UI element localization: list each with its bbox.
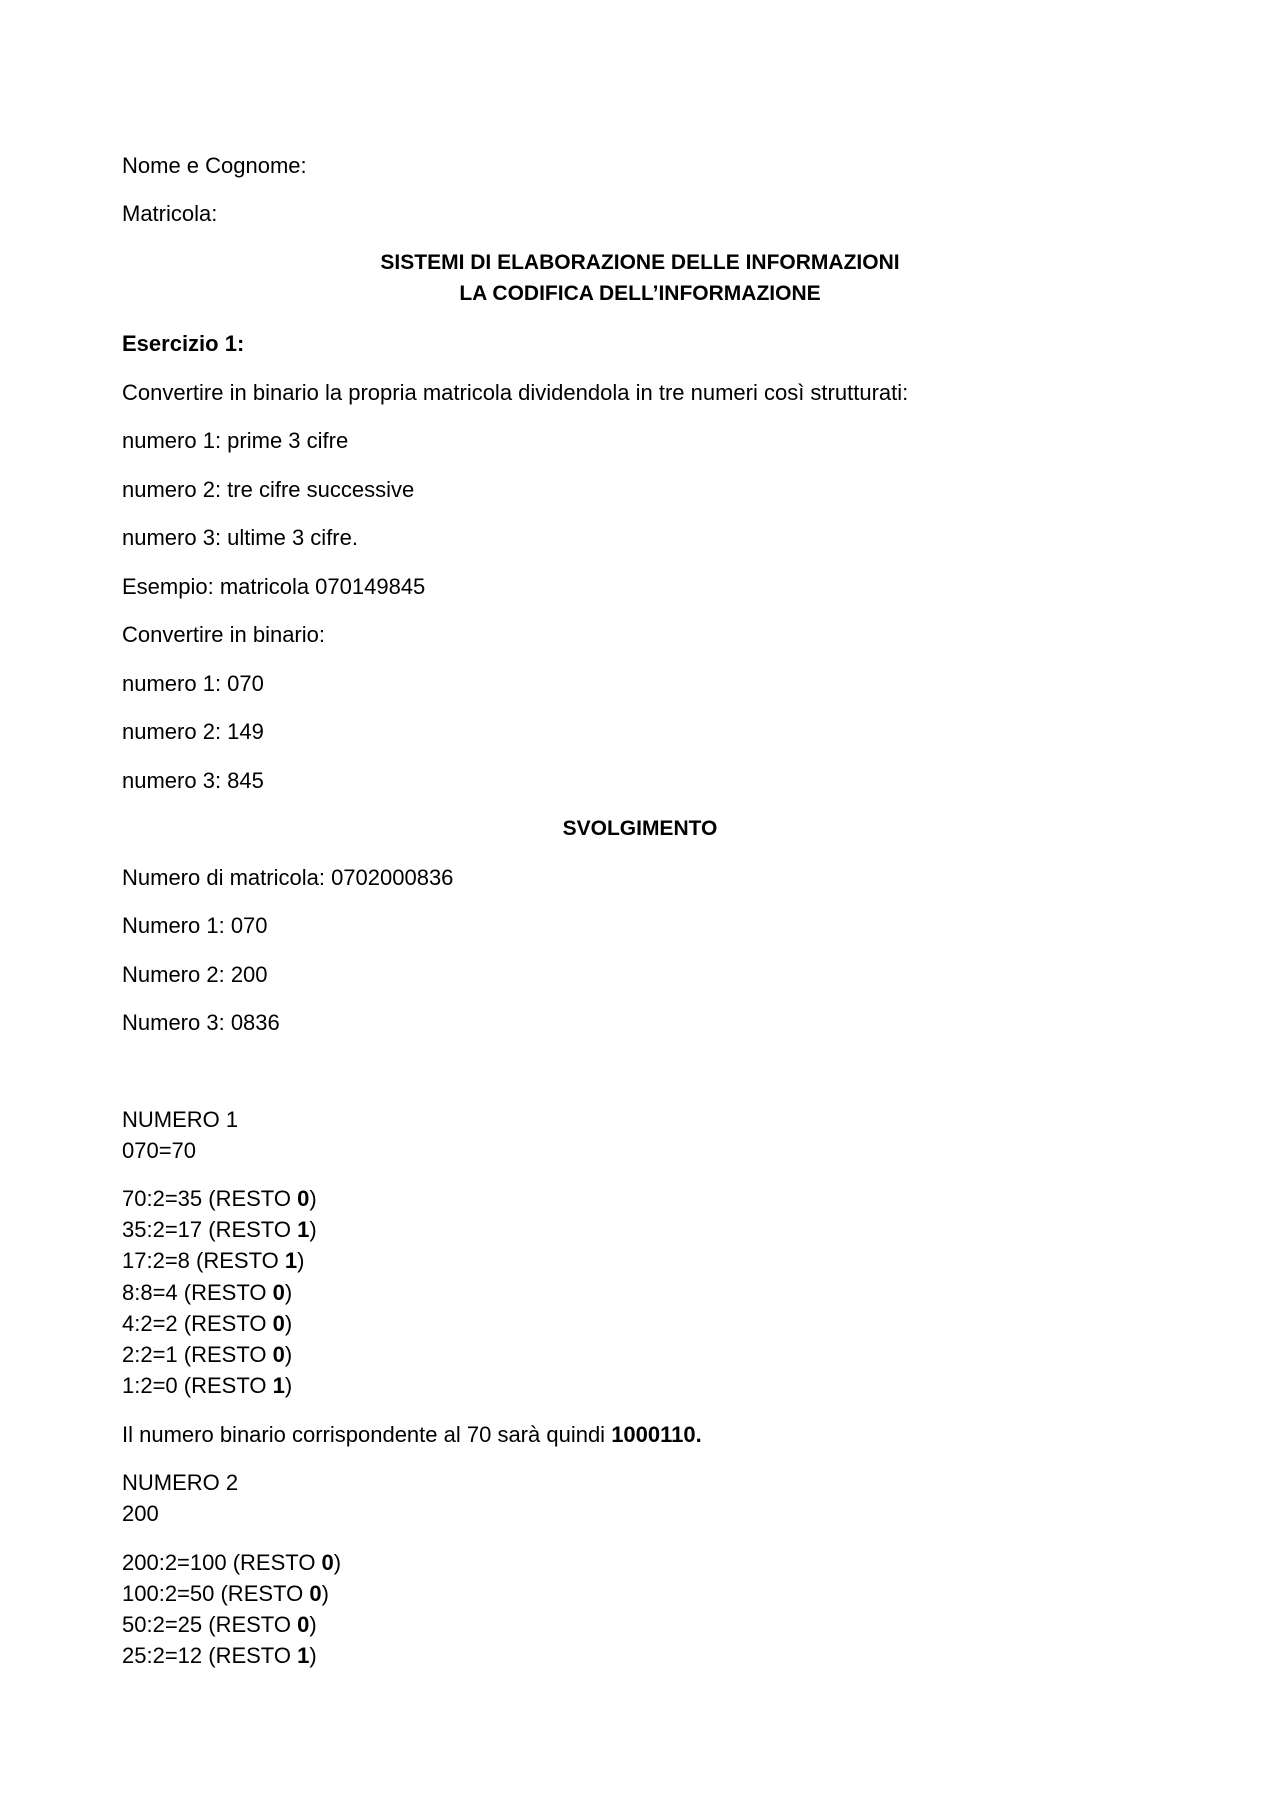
number1-result: Il numero binario corrispondente al 70 sarà quindi 1000110. (122, 1422, 702, 1447)
division-step: 70:2=35 (RESTO 0) (122, 1186, 317, 1211)
solution-line: Numero 3: 0836 (122, 1010, 280, 1035)
exercise-line: numero 3: 845 (122, 768, 264, 793)
exercise-line: numero 1: 070 (122, 671, 264, 696)
division-step: 4:2=2 (RESTO 0) (122, 1311, 293, 1336)
division-step: 50:2=25 (RESTO 0) (122, 1612, 317, 1637)
number2-heading: NUMERO 2 (122, 1470, 239, 1495)
division-step: 200:2=100 (RESTO 0) (122, 1550, 342, 1575)
division-step: 2:2=1 (RESTO 0) (122, 1342, 293, 1367)
number2-value: 200 (122, 1501, 159, 1526)
division-step: 17:2=8 (RESTO 1) (122, 1248, 305, 1273)
division-step: 35:2=17 (RESTO 1) (122, 1217, 317, 1242)
exercise-title: Esercizio 1: (122, 331, 245, 356)
division-step: 8:8=4 (RESTO 0) (122, 1280, 293, 1305)
exercise-line: numero 3: ultime 3 cifre. (122, 525, 358, 550)
exercise-line: numero 2: 149 (122, 719, 264, 744)
division-step: 1:2=0 (RESTO 1) (122, 1373, 293, 1398)
division-step: 100:2=50 (RESTO 0) (122, 1581, 329, 1606)
solution-line: Numero di matricola: 0702000836 (122, 865, 454, 890)
exercise-line: Convertire in binario la propria matricola dividendola in tre numeri così strutturati: (122, 380, 909, 405)
topic-title: LA CODIFICA DELL’INFORMAZIONE (459, 282, 821, 305)
solution-line: Numero 2: 200 (122, 962, 268, 987)
exercise-line: numero 2: tre cifre successive (122, 477, 415, 502)
number1-value: 070=70 (122, 1138, 197, 1163)
number1-heading: NUMERO 1 (122, 1107, 239, 1132)
matricola-label: Matricola: (122, 201, 218, 226)
exercise-line: Convertire in binario: (122, 622, 325, 647)
division-step: 25:2=12 (RESTO 1) (122, 1643, 317, 1668)
solution-title: SVOLGIMENTO (562, 817, 718, 840)
solution-line: Numero 1: 070 (122, 913, 268, 938)
course-title: SISTEMI DI ELABORAZIONE DELLE INFORMAZIONI (380, 251, 900, 274)
exercise-line: numero 1: prime 3 cifre (122, 428, 349, 453)
exercise-line: Esempio: matricola 070149845 (122, 574, 426, 599)
name-label: Nome e Cognome: (122, 153, 307, 178)
